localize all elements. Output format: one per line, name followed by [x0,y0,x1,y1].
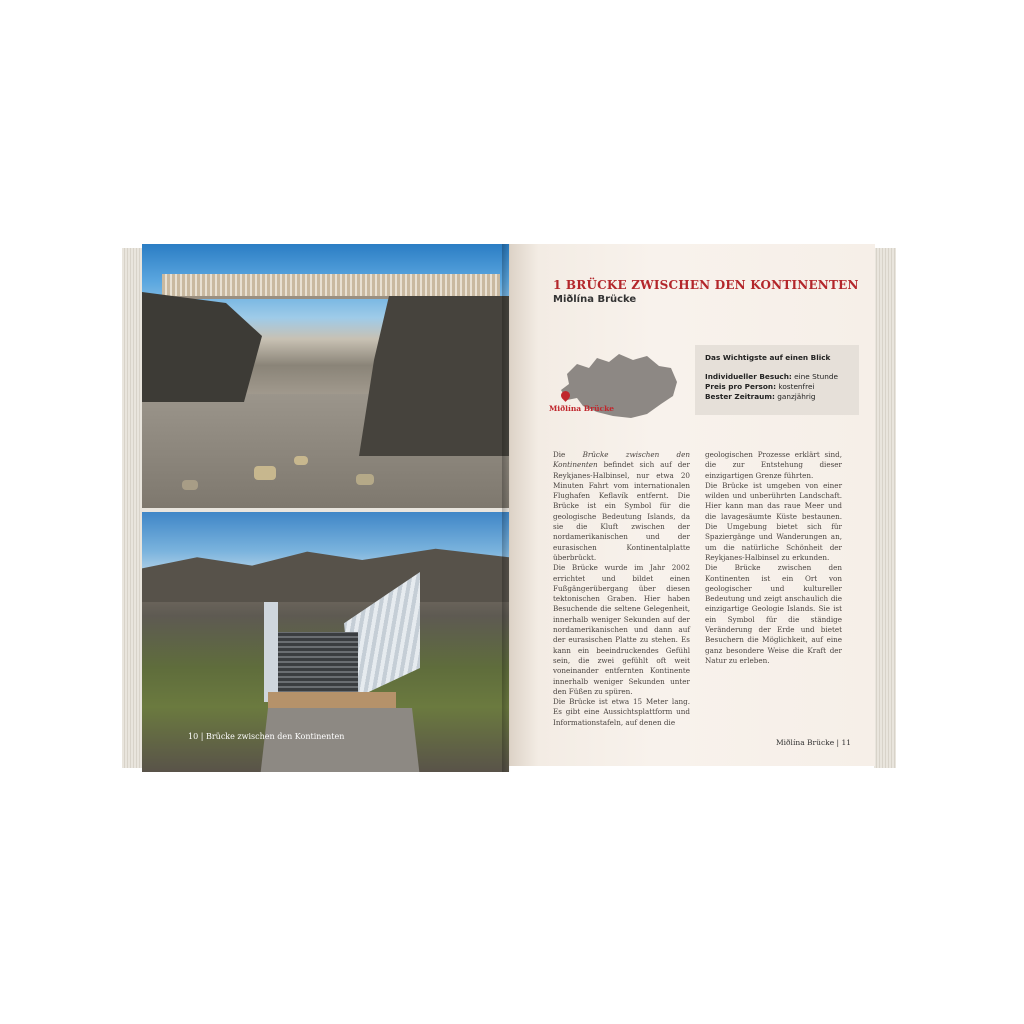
stone [254,466,276,480]
map-location-label: Miðlína Brücke [549,404,615,413]
rock-wall-right [359,296,509,456]
paragraph: Die Brücke ist umgeben von einer wilden und unberührten Landschaft. Hier kann man das raue Meer und die lavagesäumte Küste bestaunen. Die Umgebung bietet sich für Spaziergänge und Wanderungen an, um die natürliche Schönheit der Reykjanes-Halbinsel zu erkunden. [705,480,842,562]
stone [182,480,198,490]
bridge-railing-left [264,602,278,702]
info-label: Preis pro Person: [705,382,777,391]
info-value: kostenfrei [776,382,815,391]
info-label: Individueller Besuch: [705,372,792,381]
info-value: ganzjährig [774,392,816,401]
info-row-price [705,382,849,392]
open-book [122,242,896,772]
left-page [142,244,509,772]
paragraph [553,450,690,563]
stone [294,456,308,465]
rock-wall-left [142,292,262,402]
bridge-shape [162,274,500,299]
bridge-deck [278,632,358,696]
paragraph: Die Brücke wurde im Jahr 2002 errichtet und bildet einen Fußgängerübergang über diesen tektonischen Graben. Hier haben Besuchende die seltene Gelegenheit, innerhalb weniger Sekunden auf der nordamerikanischen und dann auf der eurasischen Platte zu stehen. Es kann ein beeindruckendes Gefühl sein, die zwei gefühlt oft weit voneinander entfernten Kontinente innerhalb weniger Sekunden unter den Füßen zu spüren. [553,563,690,696]
paragraph: Die Brücke zwischen den Kontinenten ist ein Ort von geologischer und kultureller Bedeutung und zeigt anschaulich die einzigartige Geologie Islands. Sie ist ein Symbol für die ständige Veränderung der Erde und bietet Besuchern die Möglichkeit, auf eine ganz besondere Weise die Kraft der Natur zu erleben. [705,563,842,665]
info-row-visit [705,372,849,382]
text-run: Die [553,450,583,459]
paragraph: geologischen Prozesse erklärt sind, die zur Entstehung dieser einzigartigen Grenze führten. [705,450,842,480]
lava-rocks [142,546,509,602]
page-edges-right [874,248,896,768]
text-column-1 [553,450,690,728]
right-page [509,244,875,766]
wooden-step [268,692,396,710]
chapter-subtitle: Miðlína Brücke [553,294,637,305]
chapter-title: 1 BRÜCKE ZWISCHEN DEN KONTINENTEN [553,278,859,292]
info-value: eine Stunde [791,372,838,381]
photo-bridge-between-continents [142,244,509,508]
text-run: befindet sich auf der Reykjanes-Halbinsel, nur etwa 20 Minuten Fahrt vom internationalen Flughafen Keflavík entfernt. Die Brücke ist ein Symbol für die geologische Bedeutung Islands, da sie die Kluft zwischen der nordamerikanischen und der eurasischen Kontinentalplatte überbrückt. [553,460,690,562]
info-label: Bester Zeitraum: [705,392,775,401]
info-row-season [705,392,849,402]
stone [356,474,374,485]
info-box-heading: Das Wichtigste auf einen Blick [705,353,831,362]
text-run-italic: Brücke zwischen den Kontinenten [553,450,691,470]
page-edges-left [122,248,144,768]
paragraph: Die Brücke ist etwa 15 Meter lang. Es gibt eine Aussichtsplattform und Informationstafeln, auf denen die [553,697,690,727]
folio-left: 10 | Brücke zwischen den Kontinenten [188,732,345,741]
info-box [695,345,859,415]
iceland-map-icon [549,344,689,434]
folio-right: Miðlína Brücke | 11 [775,738,851,747]
text-column-2 [705,450,842,666]
